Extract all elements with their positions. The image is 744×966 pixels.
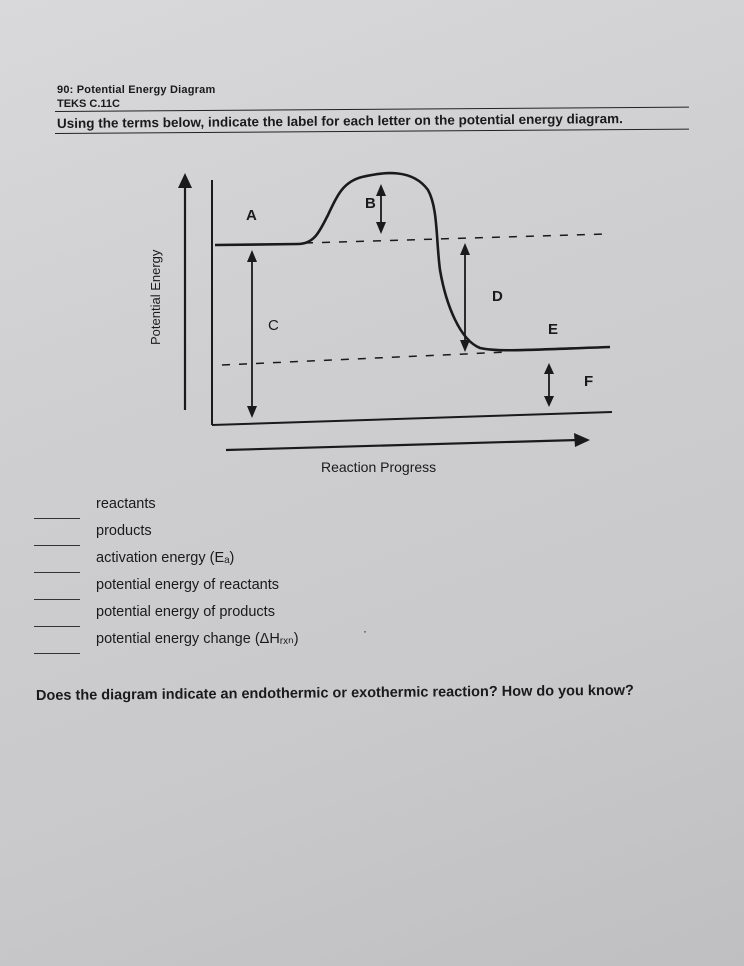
arrow-f-head-up [544, 363, 554, 374]
potential-energy-diagram [0, 0, 744, 480]
y-axis-arrowhead [178, 173, 192, 188]
arrow-b-head-down [376, 222, 386, 234]
term-pe-reactants: potential energy of reactants [96, 577, 279, 593]
term-products: products [96, 523, 152, 539]
term-row-pe-reactants [20, 577, 350, 603]
term-pe-change: potential energy change (ΔHᵣₓₙ) [96, 631, 299, 647]
term-pe-products: potential energy of products [96, 604, 275, 620]
baseline-dashed-line [222, 352, 508, 365]
term-row-activation-energy [20, 550, 350, 576]
answer-blank[interactable] [34, 572, 80, 573]
answer-blank[interactable] [34, 626, 80, 627]
arrow-f-head-down [544, 396, 554, 407]
label-f: F [584, 373, 594, 390]
label-d: D [492, 288, 503, 305]
term-row-reactants [20, 496, 350, 522]
arrow-c-head-down [247, 406, 257, 418]
answer-blank[interactable] [34, 599, 80, 600]
term-reactants: reactants [96, 496, 156, 512]
answer-blank[interactable] [34, 653, 80, 654]
label-c: C [268, 317, 279, 334]
label-e: E [548, 321, 559, 338]
term-row-products [20, 523, 350, 549]
frame-bottom [212, 412, 612, 425]
stray-mark: · [363, 624, 367, 638]
x-axis-label: Reaction Progress [321, 459, 437, 475]
answer-blank[interactable] [34, 518, 80, 519]
reactant-dashed-line [305, 234, 605, 243]
term-row-pe-products [20, 604, 350, 630]
reaction-type-question: Does the diagram indicate an endothermic or exothermic reaction? How do you know? [35, 682, 634, 704]
answer-blank[interactable] [34, 545, 80, 546]
y-axis-label: Potential Energy [148, 249, 163, 345]
arrow-d-head-down [460, 340, 470, 352]
instructions-text: Using the terms below, indicate the label for each letter on the potential energy diagram. [56, 111, 623, 131]
label-b: B [365, 195, 376, 212]
term-row-pe-change [20, 631, 350, 657]
teks-standard: TEKS C.11C [57, 98, 120, 110]
x-axis-arrow [226, 440, 578, 450]
arrow-c-head-up [247, 250, 257, 262]
term-activation-energy: activation energy (Eₐ) [96, 550, 235, 566]
arrow-b-head-up [376, 184, 386, 196]
arrow-d-head-up [460, 243, 470, 255]
worksheet-title: 90: Potential Energy Diagram [57, 84, 216, 96]
x-axis-arrowhead [574, 433, 590, 447]
label-a: A [246, 207, 257, 224]
